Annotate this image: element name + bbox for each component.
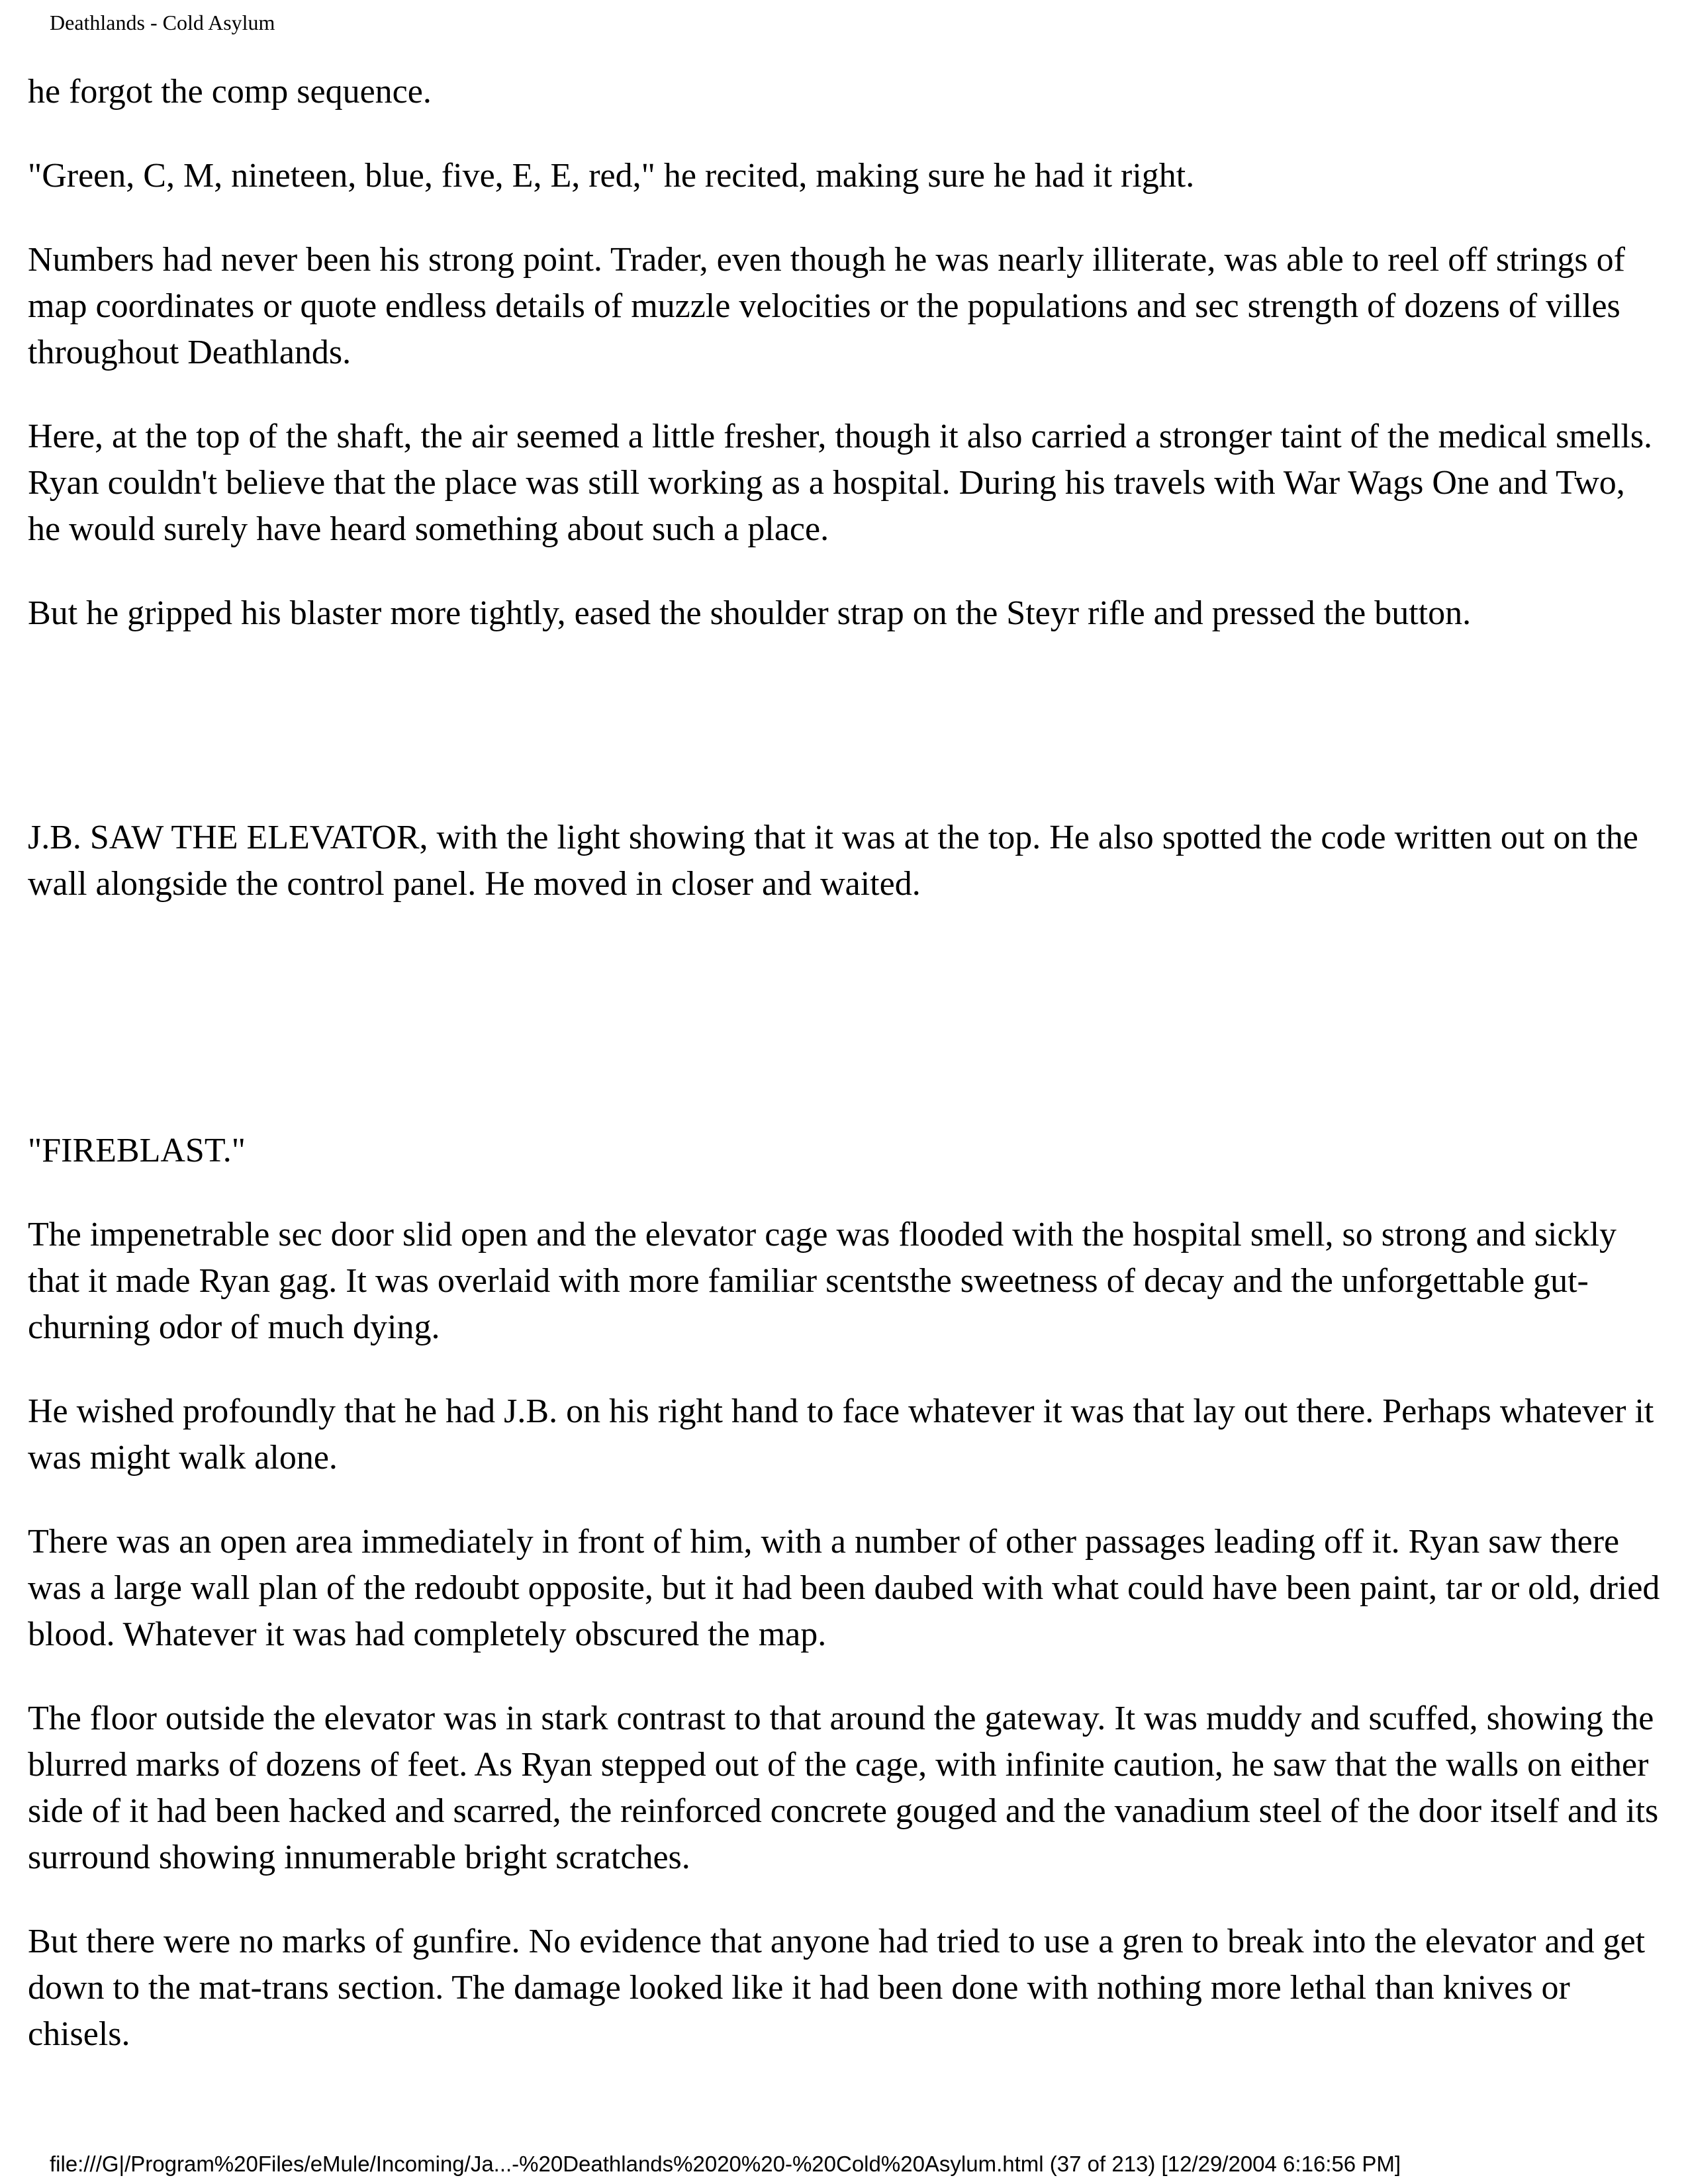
paragraph: There was an open area immediately in front of him, with a number of other passages leading off it. Ryan saw there was a large wall plan of the redoubt opposite, but it had been daubed with what could have been paint, tar or old, dried blood. Whatever it was had completely obscured the map. [28, 1523, 1660, 1653]
paragraph: Here, at the top of the shaft, the air seemed a little fresher, though it also carried a stronger taint of the medical smells. Ryan couldn't believe that the place was still working as a hospital. During his travels with War Wags One and Two, he would surely have heard something about such a place. [28, 418, 1653, 548]
paragraph: The floor outside the elevator was in stark contrast to that around the gateway. It was muddy and scuffed, showing the blurred marks of dozens of feet. As Ryan stepped out of the cage, with infinite caution, he saw that the walls on either side of it had been hacked and scarred, the reinforced concrete gouged and the vanadium steel of the door itself and its surround showing innumerable bright scratches. [28, 1700, 1659, 1876]
paragraph: The impenetrable sec door slid open and the elevator cage was flooded with the hospital smell, so strong and sickly that it made Ryan gag. It was overlaid with more familiar scentsthe sweetness of decay and the unforgettable gut-churning odor of much dying. [28, 1216, 1617, 1346]
page-header-title: Deathlands - Cold Asylum [50, 11, 275, 34]
paragraph: He wished profoundly that he had J.B. on his right hand to face whatever it was that lay out there. Perhaps whatever it was might walk alone. [28, 1392, 1654, 1477]
scene-opening-paragraph: J.B. SAW THE ELEVATOR, with the light showing that it was at the top. He also spotted the code written out on the wall alongside the control panel. He moved in closer and waited. [28, 819, 1638, 903]
paragraph: Numbers had never been his strong point. Trader, even though he was nearly illiterate, was able to reel off strings of map coordinates or quote endless details of muzzle velocities or the populations and sec strength of dozens of villes throughout Deathlands. [28, 241, 1625, 371]
paragraph: But there were no marks of gunfire. No evidence that anyone had tried to use a gren to break into the elevator and get down to the mat-trans section. The damage looked like it had been done with nothing more lethal than knives or chisels. [28, 1923, 1646, 2053]
paragraph: he forgot the comp sequence. [28, 73, 432, 111]
document-body [28, 69, 1663, 2058]
paragraph: "Green, C, M, nineteen, blue, five, E, E, red," he recited, making sure he had it right. [28, 157, 1195, 195]
paragraph: But he gripped his blaster more tightly, eased the shoulder strap on the Steyr rifle and pressed the button. [28, 594, 1472, 632]
page-footer-file-path: file:///G|/Program%20Files/eMule/Incoming/Ja...-%20Deathlands%2020%20-%20Cold%20Asylum.html (37 of 213) [12/29/2004 6:16:56 PM] [50, 2152, 1401, 2176]
scene-opening-paragraph: "FIREBLAST." [28, 1132, 246, 1169]
